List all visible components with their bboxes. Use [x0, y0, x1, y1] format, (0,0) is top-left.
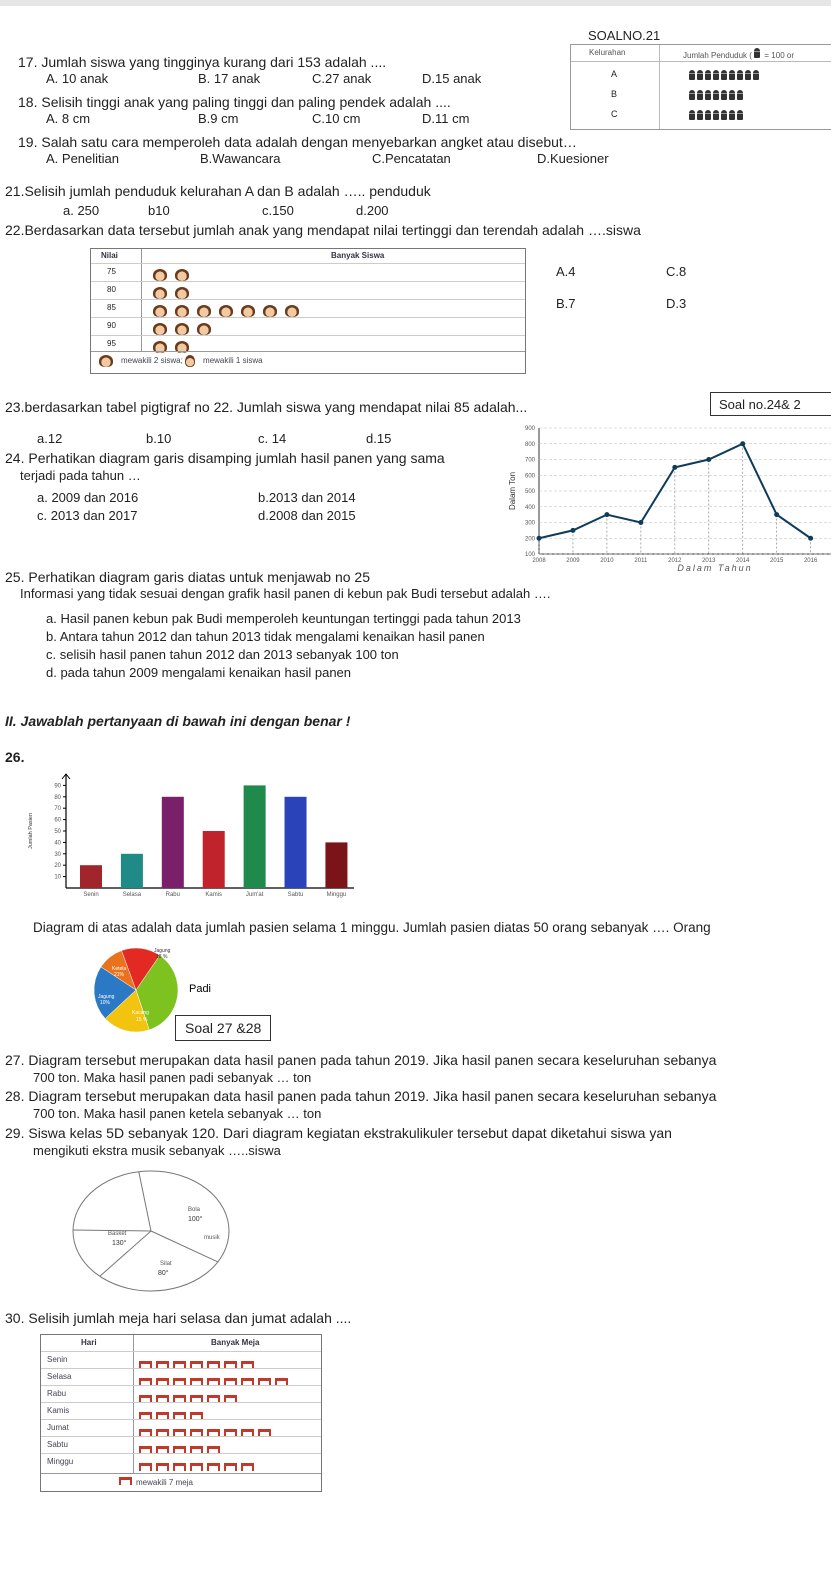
q25-c: c. selisih hasil panen tahun 2012 dan 2013 sebanyak 100 ton — [46, 647, 399, 662]
q19-c: C.Pencatatan — [372, 151, 451, 166]
q21-b: b10 — [148, 203, 170, 218]
q28-text2: 700 ton. Maka hasil panen ketela sebanyak … ton — [33, 1106, 322, 1121]
soal21-col2: Jumlah Penduduk ( = 100 or — [683, 48, 794, 60]
student-face-icon — [285, 305, 299, 317]
q21-d: d.200 — [356, 203, 389, 218]
bar — [80, 865, 102, 888]
pie2-basket-deg: 130° — [112, 1240, 127, 1247]
x-tick-label: 2009 — [566, 558, 580, 564]
pie1-jagung: Jagung — [154, 948, 171, 954]
person-icon — [737, 90, 743, 100]
q25-d: d. pada tahun 2009 mengalami kenaikan hasil panen — [46, 665, 352, 680]
y-tick-label: 500 — [524, 489, 535, 495]
data-point — [570, 528, 575, 533]
bar — [162, 797, 184, 888]
data-point — [774, 512, 779, 517]
section2-title: II. Jawablah pertanyaan di bawah ini dengan benar ! — [5, 713, 351, 729]
student-face-icon — [175, 269, 189, 281]
y-tick-label: 800 — [524, 441, 535, 448]
y-tick-label: 700 — [524, 457, 535, 464]
y-tick-label: 10 — [54, 874, 61, 881]
student-face-icon — [153, 287, 167, 299]
data-point — [672, 465, 677, 470]
person-icon — [689, 110, 695, 120]
y-tick-label: 100 — [524, 552, 535, 558]
student-face-icon — [175, 305, 189, 317]
x-tick-label: Kamis — [205, 892, 223, 898]
x-axis-label: Dalam Tahun — [677, 563, 753, 573]
pie1-lain: Jagung — [98, 994, 115, 1000]
person-icon — [713, 90, 719, 100]
q27-text2: 700 ton. Maka hasil panen padi sebanyak … ton — [33, 1070, 312, 1085]
pie2-basket: Basket — [108, 1231, 127, 1237]
person-icon — [697, 70, 703, 80]
student-face-icon — [153, 305, 167, 317]
q30-row-icons — [139, 1424, 275, 1442]
q27-text: 27. Diagram tersebut merupakan data hasil panen pada tahun 2019. Jika hasil panen secara keseluruhan sebanya — [5, 1052, 717, 1068]
y-tick-label: 600 — [524, 473, 535, 480]
q22-row-nilai: 80 — [107, 285, 116, 294]
x-tick-label: 2013 — [702, 558, 716, 564]
data-point — [604, 512, 609, 517]
table-icon — [190, 1463, 203, 1471]
soal21-row-b: B — [611, 89, 618, 99]
pie1-padi: Padi — [188, 983, 212, 995]
student-face-icon — [175, 287, 189, 299]
q24-d: d.2008 dan 2015 — [258, 508, 356, 523]
q30-row-icons — [139, 1407, 207, 1425]
q23-text: 23.berdasarkan tabel pigtigraf no 22. Jumlah siswa yang mendapat nilai 85 adalah... — [5, 399, 528, 415]
person-icon — [753, 70, 759, 80]
x-tick-label: Sabtu — [287, 892, 304, 898]
data-point — [706, 457, 711, 462]
person-icon — [721, 70, 727, 80]
q30-h2: Banyak Meja — [211, 1338, 260, 1347]
y-tick-label: 70 — [54, 806, 61, 813]
x-tick-label: 2015 — [769, 558, 784, 564]
q30-row-icons — [139, 1390, 241, 1408]
x-tick-label: 2008 — [532, 558, 546, 564]
student-face-icon — [219, 305, 233, 317]
q25-text2: Informasi yang tidak sesuai dengan grafik hasil panen di kebun pak Budi tersebut adalah …. — [20, 586, 551, 601]
y-tick-label: 300 — [524, 520, 535, 527]
q19-b: B.Wawancara — [200, 151, 281, 166]
person-icon — [737, 110, 743, 120]
q22-row-nilai: 85 — [107, 303, 116, 312]
q22-h2: Banyak Siswa — [331, 251, 385, 260]
person-icon — [689, 70, 695, 80]
table-icon — [241, 1463, 254, 1471]
q18-a: A. 8 cm — [46, 111, 91, 126]
person-icon — [729, 110, 735, 120]
soal21-row-c: C — [611, 109, 618, 119]
x-tick-label: Jum'at — [245, 892, 264, 898]
y-axis-label: Jumlah Pasien — [28, 812, 34, 850]
q18-text: 18. Selisih tinggi anak yang paling tinggi dan paling pendek adalah .... — [18, 94, 451, 110]
pie1-kacang-pct: 15 % — [136, 1017, 148, 1023]
pie1-ketela-pct: 21% — [114, 972, 125, 978]
student-face-icon — [197, 323, 211, 335]
q22-h1: Nilai — [101, 251, 118, 260]
q22-row-icons — [153, 338, 197, 356]
pie2-bola-deg: 100° — [188, 1216, 203, 1223]
bar — [285, 797, 307, 888]
table-icon — [207, 1463, 220, 1471]
bar — [203, 831, 225, 888]
soal21-col1: Kelurahan — [589, 48, 626, 57]
q30-row-hari: Kamis — [47, 1406, 70, 1415]
q29-text2: mengikuti ekstra musik sebanyak …..siswa — [33, 1143, 281, 1158]
pie-chart-ekskul — [68, 1165, 234, 1297]
pie1-label: Soal 27 &28 — [175, 1015, 271, 1041]
q25-b: b. Antara tahun 2012 dan tahun 2013 tidak mengalami kenaikan hasil panen — [46, 629, 485, 644]
person-icon — [689, 90, 695, 100]
q18-b: B.9 cm — [198, 111, 239, 126]
q23-c: c. 14 — [258, 431, 287, 446]
data-point — [638, 520, 643, 525]
y-tick-label: 400 — [524, 504, 535, 511]
q26-text: Diagram di atas adalah data jumlah pasien selama 1 minggu. Jumlah pasien diatas 50 orang sebanyak …. Orang — [33, 920, 711, 935]
pie2-musik: musik — [204, 1235, 220, 1241]
q30-row-icons — [139, 1373, 292, 1391]
q30-row-icons — [139, 1356, 258, 1374]
q30-row-hari: Senin — [47, 1355, 68, 1364]
person-icon — [705, 70, 711, 80]
q23-d: d.15 — [366, 431, 392, 446]
x-tick-label: 2014 — [736, 558, 750, 564]
soal21-table — [570, 44, 831, 130]
line-chart — [505, 418, 831, 596]
q24-a: a. 2009 dan 2016 — [37, 490, 139, 505]
q30-h1: Hari — [81, 1338, 97, 1347]
q22-c: C.8 — [666, 264, 687, 279]
q22-legend: mewakili 2 siswa; mewakili 1 siswa — [99, 355, 263, 367]
data-point — [537, 536, 542, 541]
q22-row-nilai: 75 — [107, 267, 116, 276]
student-face-icon — [153, 323, 167, 335]
student-face-icon — [197, 305, 211, 317]
table-icon — [173, 1463, 186, 1471]
q18-d: D.11 cm — [422, 111, 470, 126]
q24-c: c. 2013 dan 2017 — [37, 508, 138, 523]
person-icon — [737, 70, 743, 80]
student-face-icon — [153, 269, 167, 281]
q22-d: D.3 — [666, 296, 687, 311]
bar-chart — [22, 768, 362, 912]
y-tick-label: 900 — [524, 426, 535, 432]
pie1-kacang: Kacang — [132, 1010, 149, 1016]
q26-num: 26. — [5, 749, 25, 765]
x-tick-label: 2010 — [600, 558, 614, 564]
q30-text: 30. Selisih jumlah meja hari selasa dan jumat adalah .... — [5, 1310, 352, 1326]
q30-row-hari: Rabu — [47, 1389, 67, 1398]
person-icon — [705, 90, 711, 100]
person-icon — [713, 70, 719, 80]
person-icon — [721, 110, 727, 120]
pie1-ketela: Ketela — [112, 966, 127, 972]
q22-row-nilai: 90 — [107, 321, 116, 330]
bar — [121, 854, 143, 888]
q24-text2: terjadi pada tahun … — [20, 468, 141, 483]
q17-b: B. 17 anak — [198, 71, 261, 86]
soal24-label: Soal no.24& 2 — [710, 392, 831, 416]
soal21-icons-c — [689, 107, 745, 125]
person-icon — [729, 90, 735, 100]
y-axis-label: Dalam Ton — [508, 471, 517, 511]
q25-text: 25. Perhatikan diagram garis diatas untuk menjawab no 25 — [5, 569, 370, 585]
data-point — [808, 536, 813, 541]
student-face-icon — [175, 323, 189, 335]
q21-text: 21.Selisih jumlah penduduk kelurahan A dan B adalah ….. penduduk — [5, 183, 431, 199]
y-tick-label: 80 — [54, 794, 61, 801]
top-strip — [0, 0, 831, 6]
x-tick-label: Rabu — [165, 892, 180, 898]
data-point — [740, 441, 745, 446]
pie2-silat: Silat — [160, 1261, 172, 1267]
q28-text: 28. Diagram tersebut merupakan data hasil panen pada tahun 2019. Jika hasil panen secara keseluruhan sebanya — [5, 1088, 717, 1104]
pie1-jagung-pct: 18 % — [156, 954, 168, 960]
person-icon — [713, 110, 719, 120]
y-tick-label: 30 — [54, 851, 61, 858]
y-tick-label: 90 — [54, 783, 61, 790]
q22-text: 22.Berdasarkan data tersebut jumlah anak yang mendapat nilai tertinggi dan terendah adalah ….siswa — [5, 222, 641, 238]
q30-legend: mewakili 7 meja — [119, 1477, 193, 1487]
pie1-lain-pct: 10% — [100, 1000, 111, 1006]
x-tick-label: 2012 — [668, 558, 682, 564]
bar — [244, 785, 266, 888]
q17-a: A. 10 anak — [46, 71, 109, 86]
q19-d: D.Kuesioner — [537, 151, 609, 166]
person-icon — [697, 90, 703, 100]
q24-b: b.2013 dan 2014 — [258, 490, 356, 505]
x-tick-label: Senin — [83, 892, 99, 898]
x-tick-label: Minggu — [326, 892, 347, 898]
y-tick-label: 60 — [54, 817, 61, 824]
q25-a: a. Hasil panen kebun pak Budi memperoleh keuntungan tertinggi pada tahun 2013 — [46, 611, 521, 626]
q22-b: B.7 — [556, 296, 576, 311]
person-icon — [729, 70, 735, 80]
table-icon — [139, 1463, 152, 1471]
y-tick-label: 20 — [54, 863, 61, 870]
q22-pictograph — [90, 248, 526, 374]
q23-b: b.10 — [146, 431, 172, 446]
q30-row-hari: Selasa — [47, 1372, 72, 1381]
soal21-icons-a — [689, 67, 761, 85]
q22-a: A.4 — [556, 264, 576, 279]
q19-text: 19. Salah satu cara memperoleh data adalah dengan menyebarkan angket atau disebut… — [18, 134, 577, 150]
y-tick-label: 50 — [54, 829, 61, 835]
q29-text: 29. Siswa kelas 5D sebanyak 120. Dari diagram kegiatan ekstrakulikuler tersebut dapat diketahui siswa yan — [5, 1125, 672, 1141]
y-tick-label: 40 — [54, 840, 61, 847]
q18-c: C.10 cm — [312, 111, 361, 126]
q22-row-nilai: 95 — [107, 339, 116, 348]
person-icon — [697, 110, 703, 120]
x-tick-label: 2011 — [634, 558, 648, 564]
q30-row-hari: Minggu — [47, 1457, 74, 1466]
soal21-row-a: A — [611, 69, 618, 79]
y-tick-label: 200 — [524, 536, 535, 543]
bar — [325, 842, 347, 888]
q30-row-hari: Sabtu — [47, 1440, 68, 1449]
q23-a: a.12 — [37, 431, 63, 446]
q30-row-icons — [139, 1441, 224, 1459]
q21-a: a. 250 — [63, 203, 100, 218]
student-face-icon — [263, 305, 277, 317]
x-tick-label: 2016 — [803, 558, 818, 564]
soal21-label: SOALNO.21 — [588, 28, 661, 43]
q17-c: C.27 anak — [312, 71, 372, 86]
person-icon — [745, 70, 751, 80]
pie2-silat-deg: 80° — [158, 1270, 169, 1277]
person-icon — [721, 90, 727, 100]
q24-text: 24. Perhatikan diagram garis disamping jumlah hasil panen yang sama — [5, 450, 445, 466]
q21-c: c.150 — [262, 203, 294, 218]
pie2-bola: Bola — [188, 1207, 201, 1213]
q17-text: 17. Jumlah siswa yang tingginya kurang dari 153 adalah .... — [18, 54, 387, 70]
q30-row-hari: Jumat — [47, 1423, 69, 1432]
q19-a: A. Penelitian — [46, 151, 119, 166]
x-tick-label: Selasa — [122, 892, 142, 898]
table-icon — [156, 1463, 169, 1471]
q17-d: D.15 anak — [422, 71, 482, 86]
table-icon — [224, 1463, 237, 1471]
q30-pictograph — [40, 1334, 322, 1492]
soal21-icons-b — [689, 87, 745, 105]
student-face-icon — [241, 305, 255, 317]
person-icon — [705, 110, 711, 120]
